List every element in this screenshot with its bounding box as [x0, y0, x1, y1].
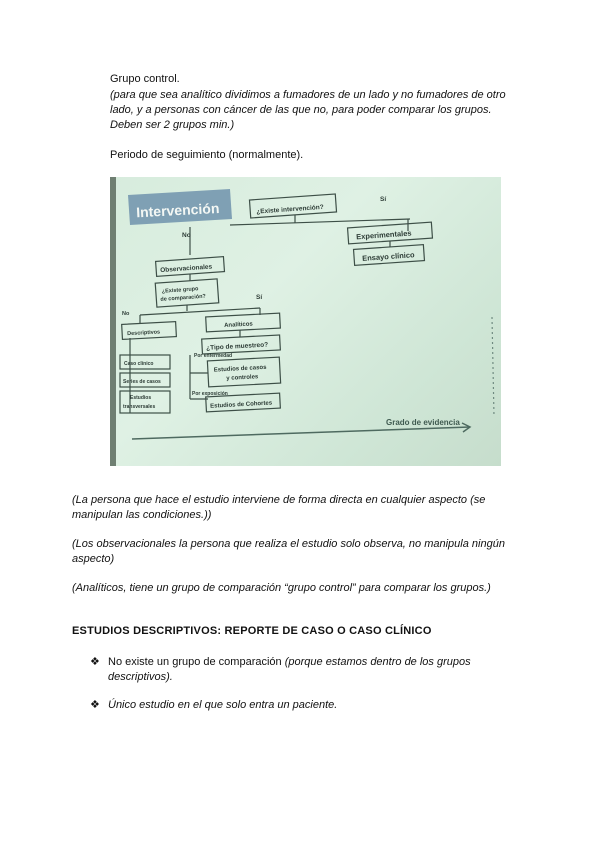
- tipo-muestreo-box: ¿Tipo de muestreo?: [205, 341, 269, 352]
- bullet-item: [90, 654, 510, 688]
- grado-evidencia-label: Grado de evidencia: [386, 418, 460, 427]
- analiticos-box: Analíticos: [224, 321, 253, 329]
- yes-top-label: Sí: [380, 196, 387, 203]
- bullet-text-cont: descriptivos).: [108, 671, 173, 683]
- seguimiento-line: Periodo de seguimiento (normalmente).: [110, 149, 304, 161]
- no-mid-label: No: [122, 311, 130, 317]
- grupo-comparacion-line2: de comparación?: [160, 293, 207, 303]
- casos-controles-line2: y controles: [226, 374, 259, 382]
- bullet-text: No existe un grupo de comparación: [108, 656, 285, 668]
- por-exposicion-label: Por exposición: [192, 391, 228, 397]
- note-analiticos: (Analíticos, tiene un grupo de comparación “grupo control” para comparar los grupos.): [72, 582, 491, 594]
- diamond-bullet-icon: ❖: [90, 699, 100, 711]
- flowchart-photo: [110, 177, 501, 466]
- experimentales-box: Experimentales: [355, 228, 412, 242]
- note-line: lado, y a personas con cáncer de las que no, para poder comparar los grupos.: [110, 104, 492, 116]
- note-observacionales-cont: aspecto): [72, 553, 115, 565]
- diamond-bullet-icon: ❖: [90, 656, 100, 668]
- ensayo-box: Ensayo clínico: [361, 250, 415, 263]
- diagram-title: Intervención: [135, 199, 220, 221]
- por-enfermedad-label: Por enfermedad: [194, 353, 233, 359]
- root-question: ¿Existe intervención?: [256, 203, 324, 216]
- casos-controles-line1: Estudios de casos: [213, 364, 267, 374]
- bullet-item: [90, 697, 510, 715]
- bullet-text: Único estudio en el que solo entra un paciente.: [108, 699, 338, 711]
- descriptivos-box: Descriptivos: [127, 329, 161, 338]
- transversales-line2: transversales: [123, 404, 156, 410]
- series-casos-box: Series de casos: [123, 379, 161, 385]
- cohortes-box: Estudios de Cohortes: [210, 400, 273, 410]
- section-heading: ESTUDIOS DESCRIPTIVOS: REPORTE DE CASO O CASO CLÍNICO: [72, 625, 432, 637]
- bullet-text-italic: (porque estamos dentro de los grupos: [284, 656, 471, 668]
- transversales-line1: Estudios: [130, 395, 152, 401]
- note-intervencion: (La persona que hace el estudio interviene de forma directa en cualquier aspecto (se: [72, 494, 486, 506]
- caso-clinico-box: Caso clínico: [124, 361, 154, 367]
- grupo-comparacion-line1: ¿Existe grupo: [161, 286, 199, 295]
- note-line: (para que sea analítico dividimos a fumadores de un lado y no fumadores de otro: [110, 89, 506, 101]
- grupo-control-line: Grupo control.: [110, 73, 180, 85]
- yes-mid-label: Sí: [256, 294, 263, 301]
- note-observacionales: (Los observacionales la persona que realiza el estudio solo observa, no manipula ningún: [72, 538, 505, 550]
- note-line: Deben ser 2 grupos min.): [110, 119, 235, 131]
- observacionales-box: Observacionales: [160, 263, 213, 275]
- no-top-label: No: [182, 232, 191, 239]
- note-intervencion-cont: manipulan las condiciones.)): [72, 509, 212, 521]
